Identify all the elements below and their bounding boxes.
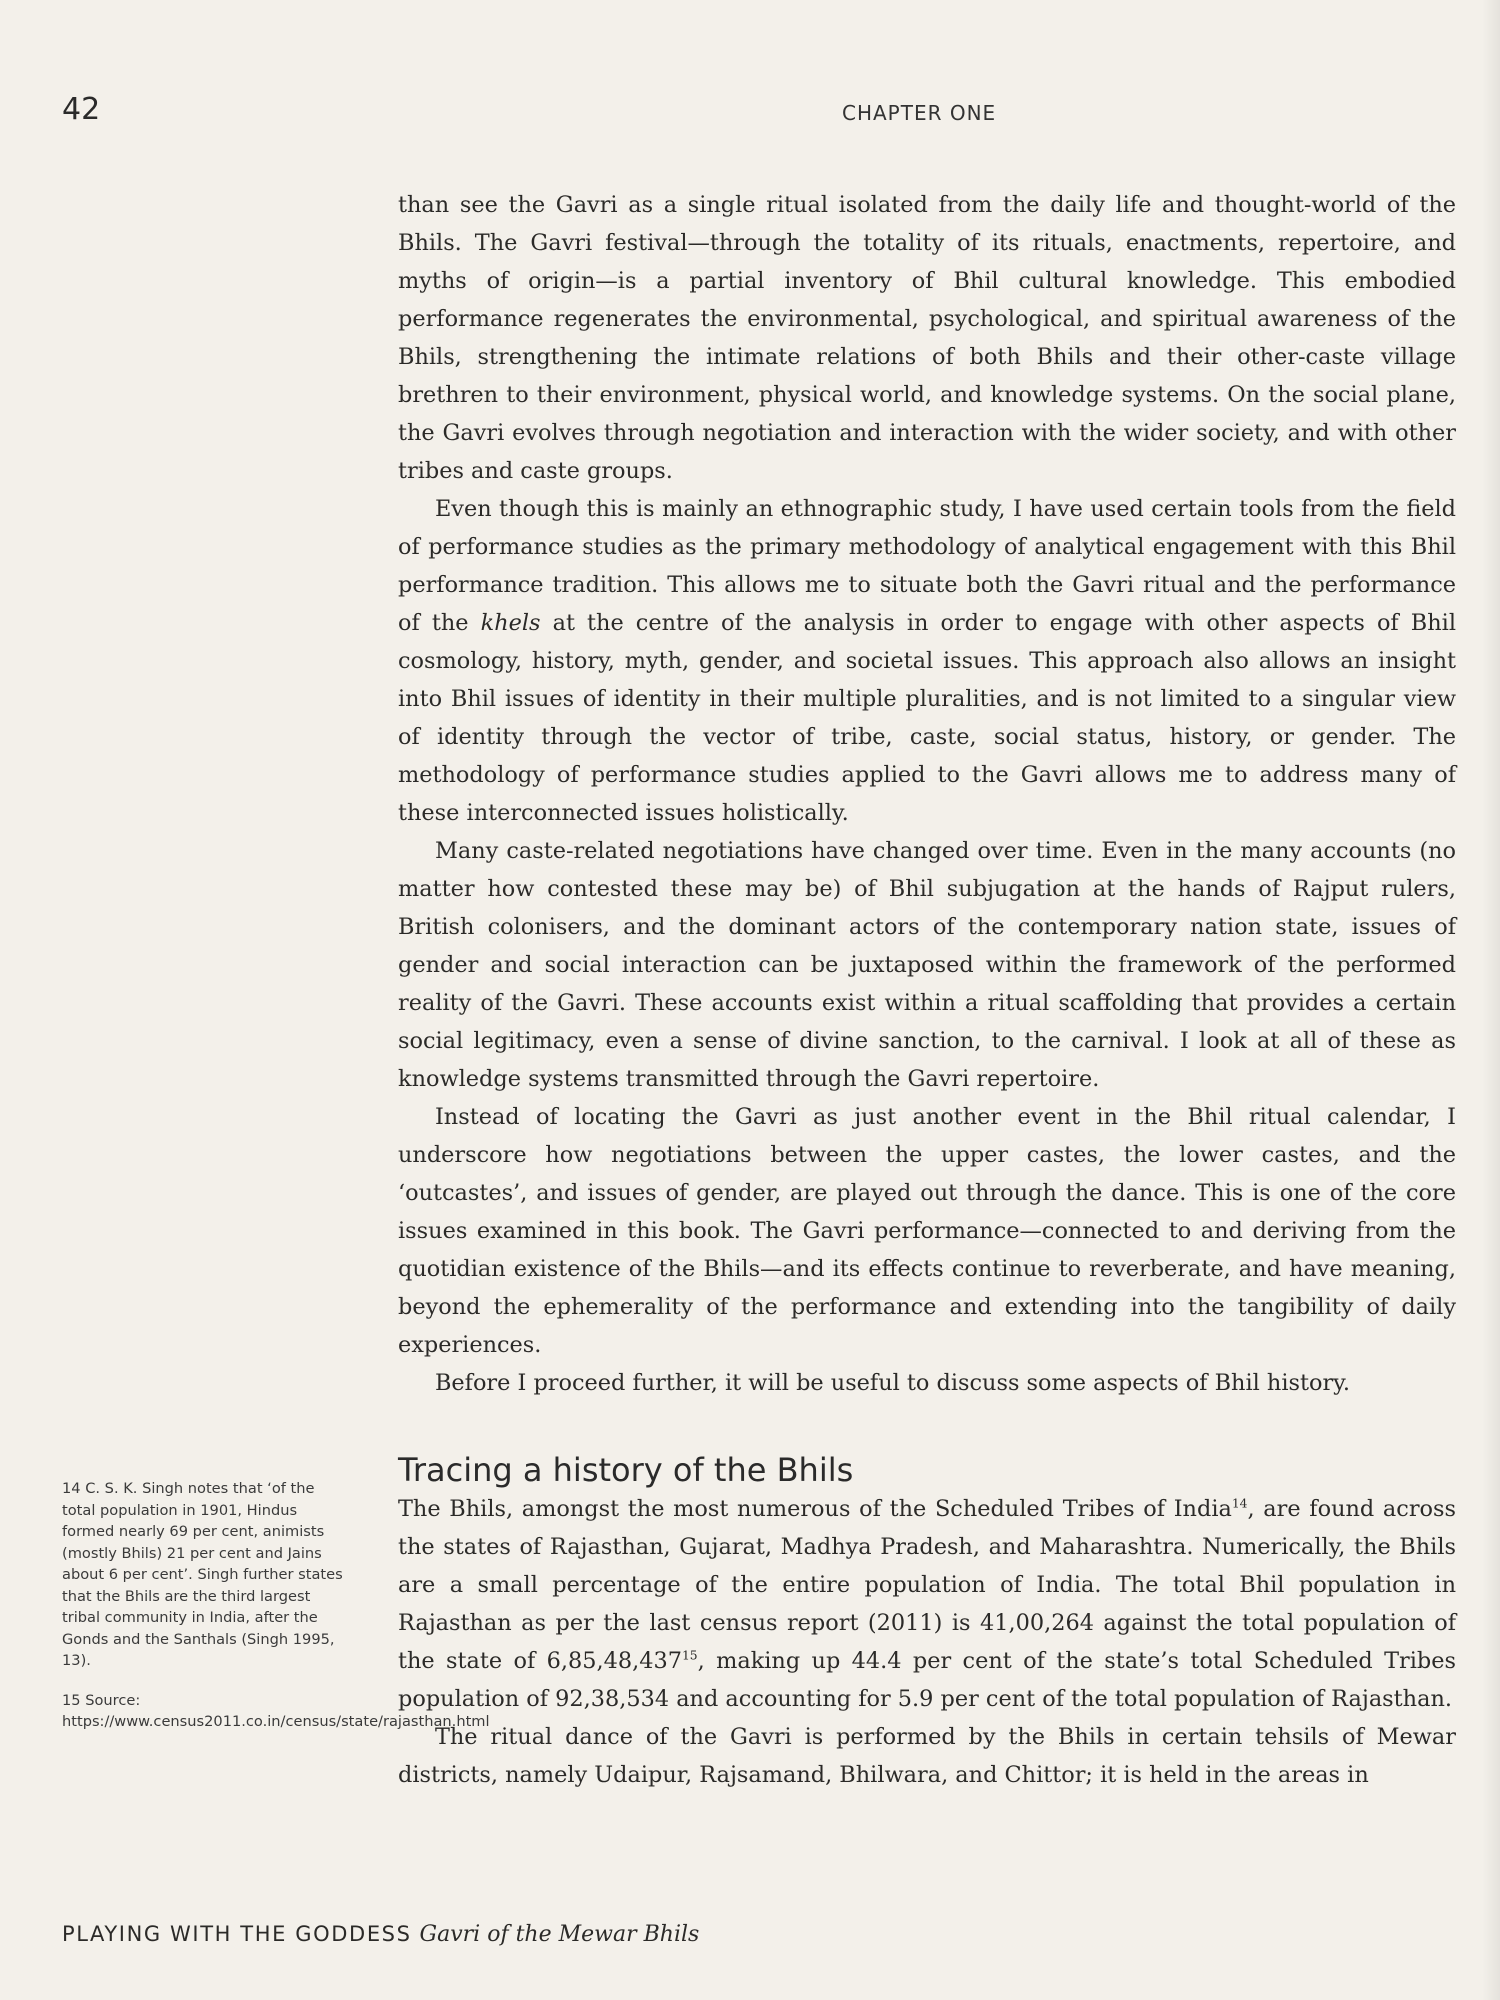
paragraph-3: Many caste-related negotiations have changed over time. Even in the many accounts (no matter how contested these may be) of Bhil subjugation at the hands of Rajput rulers, British colonisers, and the dominant actors of the contemporary nation state, issues of gender and social interaction can be juxtaposed within the framework of the performed reality of the Gavri. These accounts exist within a ritual scaffolding that provides a certain social legitimacy, even a sense of divine sanction, to the carnival. I look at all of these as knowledge systems transmitted through the Gavri repertoire. xyxy=(398,838,1456,1092)
paragraph-6-text-a: The Bhils, amongst the most numerous of the Scheduled Tribes of India xyxy=(398,1496,1232,1522)
page-edge-shadow xyxy=(1482,0,1500,2000)
page-number: 42 xyxy=(62,92,101,127)
paragraph-1: than see the Gavri as a single ritual isolated from the daily life and thought-world of the Bhils. The Gavri festival—through the totality of its rituals, enactments, repertoire, and myths of origin—is a partial inventory of Bhil cultural knowledge. This embodied performance regenerates the environmental, psychological, and spiritual awareness of the Bhils, strengthening the intimate relations of both Bhils and their other-caste village brethren to their environment, physical world, and knowledge systems. On the social plane, the Gavri evolves through negotiation and interaction with the wider society, and with other tribes and caste groups. xyxy=(398,192,1456,484)
paragraph-5: Before I proceed further, it will be useful to discuss some aspects of Bhil history. xyxy=(434,1370,1350,1396)
sidenotes xyxy=(62,1478,490,1751)
paragraph-7: The ritual dance of the Gavri is performed by the Bhils in certain tehsils of Mewar districts, namely Udaipur, Rajsamand, Bhilwara, and Chittor; it is held in the areas in xyxy=(398,1724,1456,1788)
footnote-ref-14: 14 xyxy=(1231,1496,1248,1511)
paragraph-2-text-b: at the centre of the analysis in order to engage with other aspects of Bhil cosmology, history, myth, gender, and societal issues. This approach also allows an insight into Bhil issues of identity in their multiple pluralities, and is not limited to a singular view of identity through the vector of tribe, caste, social status, history, or gender. The methodology of performance studies applied to the Gavri allows me to address many of these interconnected issues holistically. xyxy=(398,610,1457,826)
paragraph-2 xyxy=(398,490,1456,832)
paragraph-4: Instead of locating the Gavri as just another event in the Bhil ritual calendar, I underscore how negotiations between the upper castes, the lower castes, and the ‘outcastes’, and issues of gender, are played out through the dance. This is one of the core issues examined in this book. The Gavri performance—connected to and deriving from the quotidian existence of the Bhils—and its effects continue to reverberate, and have meaning, beyond the ephemerality of the performance and extending into the tangibility of daily experiences. xyxy=(398,1104,1456,1358)
sidenote-14: 14 C. S. K. Singh notes that ‘of the total population in 1901, Hindus formed nearly 69 per cent, animists (mostly Bhils) 21 per cent and Jains about 6 per cent’. Singh further states that the Bhils are the third largest tribal community in India, after the Gonds and the Santhals (Singh 1995, 13). xyxy=(62,1480,343,1669)
book-title: PLAYING WITH THE GODDESS xyxy=(62,1922,412,1946)
khels-italic: khels xyxy=(480,610,541,636)
paragraph-2-text-a: Even though this is mainly an ethnographic study, I have used certain tools from the field of performance studies as the primary methodology of analytical engagement with this Bhil performance tradition. This allows me to situate both the Gavri ritual and the performance of the xyxy=(398,496,1456,636)
footnote-ref-15: 15 xyxy=(681,1648,698,1663)
section-heading: Tracing a history of the Bhils xyxy=(398,1451,854,1489)
paragraph-6-text-b: , are found across the states of Rajasthan, Gujarat, Madhya Pradesh, and Maharashtra. Numerically, the Bhils are a small percentage of the entire population of India. The total Bhil population in Rajasthan as per the last census report (2011) is 41,00,264 against the total population of the state of 6,85,48,437 xyxy=(398,1496,1456,1674)
running-head: CHAPTER ONE xyxy=(842,101,997,125)
paragraph-6-text-c: , making up 44.4 per cent of the state’s total Scheduled Tribes population of 92,38,534 and accounting for 5.9 per cent of the total population of Rajasthan. xyxy=(398,1648,1456,1712)
main-text-column xyxy=(398,186,1456,1794)
sidenote-15: 15 Source: https://www.census2011.co.in/census/state/rajasthan.html xyxy=(62,1691,490,1730)
book-subtitle: Gavri of the Mewar Bhils xyxy=(419,1922,700,1947)
book-footer xyxy=(62,1922,699,1947)
paragraph-6 xyxy=(398,1490,1456,1718)
